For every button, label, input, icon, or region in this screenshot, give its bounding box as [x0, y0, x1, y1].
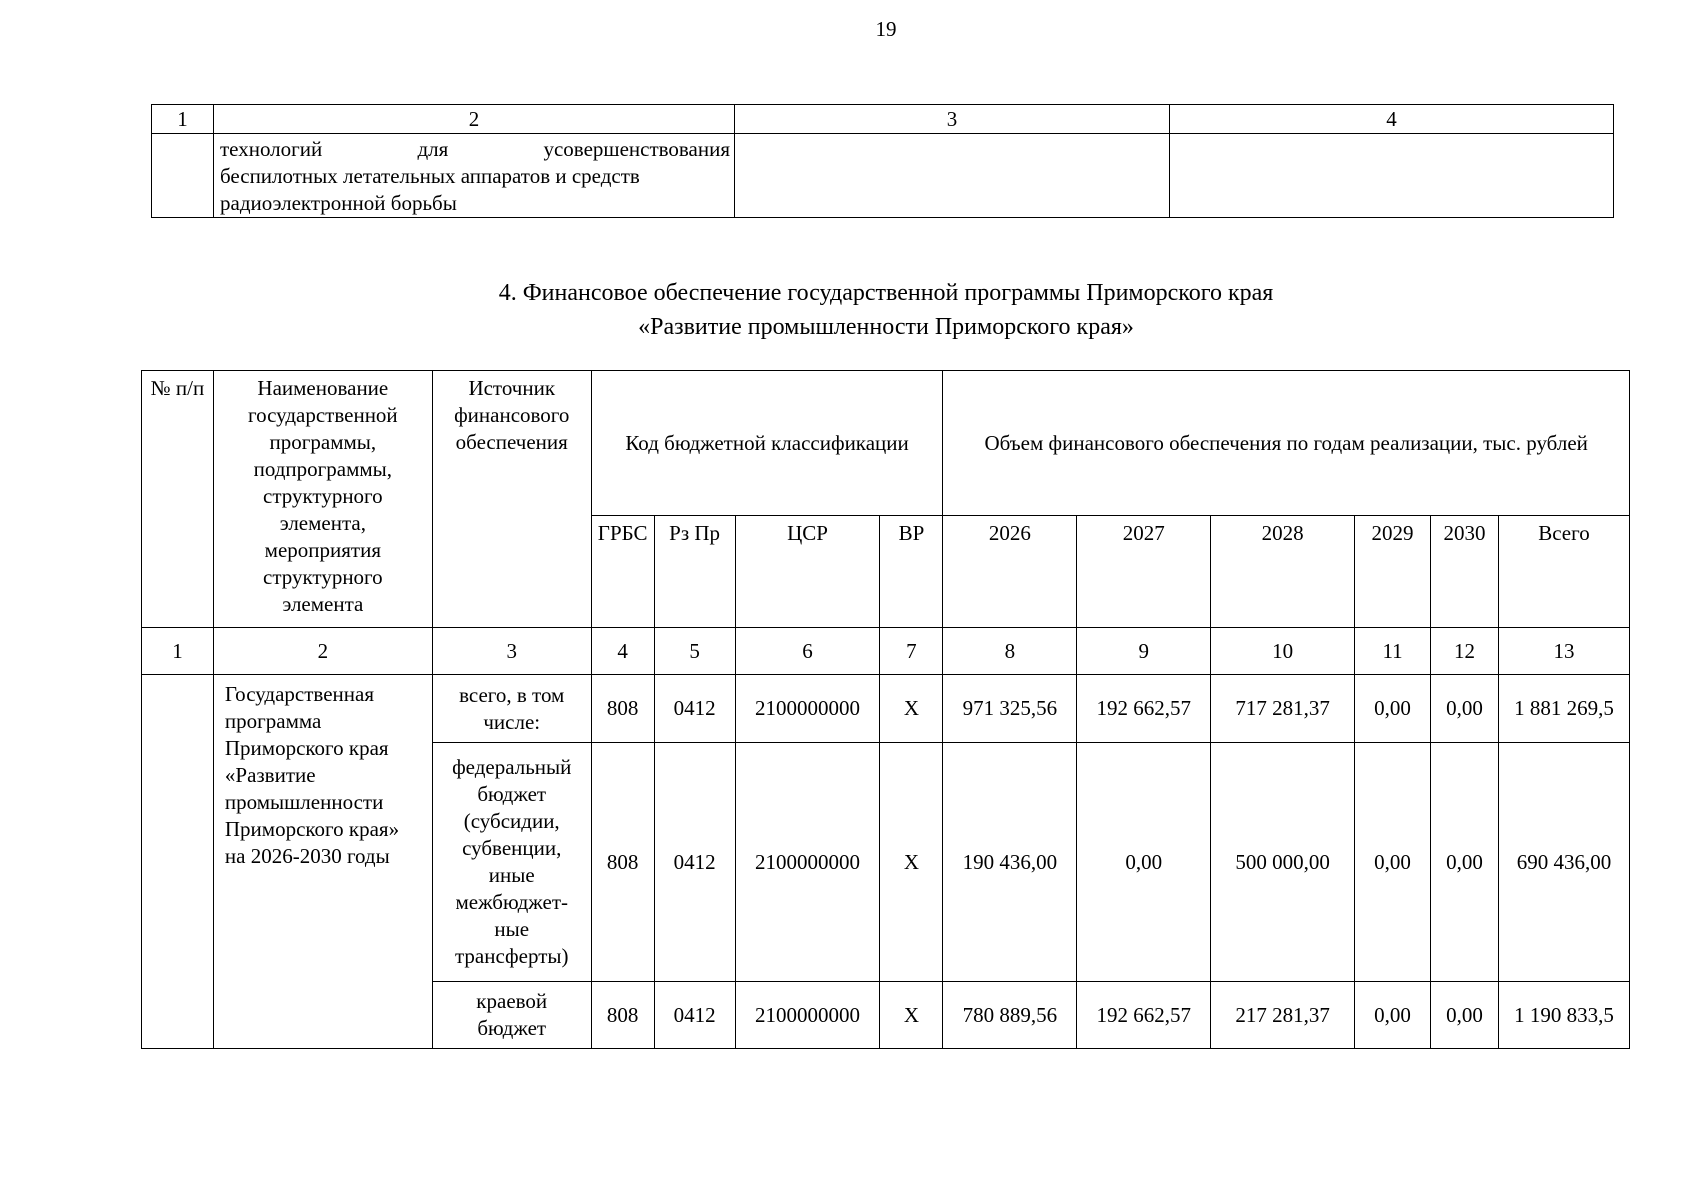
table-cell	[152, 134, 214, 218]
value-2028: 500 000,00	[1211, 743, 1355, 982]
header-cell: 1	[152, 105, 214, 134]
header-line: Источник	[468, 376, 556, 400]
grbs-cell: 808	[591, 675, 654, 743]
value-2027: 192 662,57	[1077, 675, 1211, 743]
source-line: субвенции,	[462, 836, 562, 860]
source-line: трансферты)	[454, 944, 569, 968]
source-line: всего, в том	[459, 682, 565, 707]
value-total: 690 436,00	[1498, 743, 1629, 982]
subheader-2029: 2029	[1355, 516, 1431, 628]
rzpr-cell: 0412	[654, 743, 735, 982]
section-title-line: «Развитие промышленности Приморского края»	[638, 314, 1134, 340]
column-number: 4	[591, 628, 654, 675]
program-name-line: Государственная	[224, 682, 375, 706]
column-number: 7	[880, 628, 943, 675]
grbs-cell: 808	[591, 743, 654, 982]
source-cell	[432, 743, 591, 982]
subheader-2026: 2026	[943, 516, 1077, 628]
column-number: 10	[1211, 628, 1355, 675]
column-number: 5	[654, 628, 735, 675]
financing-table	[141, 370, 1630, 1049]
source-line: числе:	[483, 709, 541, 734]
value-2029: 0,00	[1355, 675, 1431, 743]
column-number: 3	[432, 628, 591, 675]
source-line: ные	[494, 917, 530, 941]
header-cell: 3	[735, 105, 1170, 134]
header-cell: 4	[1170, 105, 1614, 134]
subheader-2027: 2027	[1077, 516, 1211, 628]
value-2030: 0,00	[1431, 675, 1499, 743]
source-line: бюджет	[477, 782, 547, 806]
column-number: 13	[1498, 628, 1629, 675]
header-budget-code: Код бюджетной классификации	[591, 371, 943, 516]
program-name	[213, 675, 432, 1049]
column-number: 11	[1355, 628, 1431, 675]
text-line	[220, 136, 730, 163]
source-line: (субсидии,	[463, 809, 560, 833]
subheader-total: Всего	[1498, 516, 1629, 628]
value-2029: 0,00	[1355, 982, 1431, 1049]
text-line: беспилотных летательных аппаратов и средств	[220, 164, 640, 188]
continuation-table	[151, 104, 1614, 218]
value-2026: 971 325,56	[943, 675, 1077, 743]
table-cell	[1170, 134, 1614, 218]
table-row	[152, 134, 1614, 218]
value-2027: 192 662,57	[1077, 982, 1211, 1049]
csr-cell: 2100000000	[735, 675, 880, 743]
text-word: технологий	[220, 137, 323, 161]
subheader-grbs: ГРБС	[591, 516, 654, 628]
rzpr-cell: 0412	[654, 675, 735, 743]
program-name-line: «Развитие	[224, 763, 316, 787]
table-header-row	[142, 371, 1630, 516]
header-line: государственной	[248, 403, 398, 427]
header-name	[213, 371, 432, 628]
program-name-line: Приморского края»	[224, 817, 400, 841]
value-2029: 0,00	[1355, 743, 1431, 982]
text-word: усовершенствования	[543, 137, 730, 161]
column-number: 6	[735, 628, 880, 675]
header-num: № п/п	[142, 371, 214, 628]
value-2028: 717 281,37	[1211, 675, 1355, 743]
header-line: обеспечения	[455, 430, 568, 454]
header-line: подпрограммы,	[253, 457, 393, 481]
row-number	[142, 675, 214, 1049]
header-line: структурного	[263, 484, 383, 508]
section-title	[0, 276, 1692, 344]
header-line: мероприятия	[264, 538, 381, 562]
header-line: Наименование	[257, 376, 389, 400]
value-2030: 0,00	[1431, 743, 1499, 982]
continuation-text	[214, 134, 734, 217]
source-line: иные	[488, 863, 535, 887]
value-2030: 0,00	[1431, 982, 1499, 1049]
value-2028: 217 281,37	[1211, 982, 1355, 1049]
source-line: федеральный	[452, 755, 572, 779]
csr-cell: 2100000000	[735, 743, 880, 982]
column-number: 8	[943, 628, 1077, 675]
value-2026: 780 889,56	[943, 982, 1077, 1049]
header-line: элемента,	[279, 511, 366, 535]
subheader-2028: 2028	[1211, 516, 1355, 628]
source-line: межбюджет-	[455, 890, 569, 914]
subheader-2030: 2030	[1431, 516, 1499, 628]
table-cell	[214, 134, 735, 218]
subheader-rzpr: Рз Пр	[654, 516, 735, 628]
grbs-cell: 808	[591, 982, 654, 1049]
column-number: 12	[1431, 628, 1499, 675]
text-line: радиоэлектронной борьбы	[220, 191, 457, 215]
program-name-line: промышленности	[224, 790, 384, 814]
header-line: программы,	[269, 430, 377, 454]
vr-cell: Х	[880, 743, 943, 982]
header-cell: 2	[214, 105, 735, 134]
value-total: 1 190 833,5	[1498, 982, 1629, 1049]
source-cell	[432, 982, 591, 1049]
column-number: 1	[142, 628, 214, 675]
column-number: 9	[1077, 628, 1211, 675]
rzpr-cell: 0412	[654, 982, 735, 1049]
csr-cell: 2100000000	[735, 982, 880, 1049]
header-volume: Объем финансового обеспечения по годам реализации, тыс. рублей	[943, 371, 1630, 516]
text-word: для	[417, 137, 449, 161]
column-number-row	[142, 628, 1630, 675]
vr-cell: Х	[880, 675, 943, 743]
table-header-row	[152, 105, 1614, 134]
section-title-line: 4. Финансовое обеспечение государственной программы Приморского края	[498, 280, 1274, 306]
program-name-line: Приморского края	[224, 736, 389, 760]
value-2027: 0,00	[1077, 743, 1211, 982]
vr-cell: Х	[880, 982, 943, 1049]
header-source	[432, 371, 591, 628]
value-2026: 190 436,00	[943, 743, 1077, 982]
header-line: структурного	[263, 565, 383, 589]
source-line: краевой	[476, 989, 548, 1013]
program-name-line: на 2026-2030 годы	[224, 844, 390, 868]
subheader-vr: ВР	[880, 516, 943, 628]
column-number: 2	[213, 628, 432, 675]
header-line: финансового	[454, 403, 570, 427]
page-number: 19	[875, 17, 897, 41]
value-total: 1 881 269,5	[1498, 675, 1629, 743]
subheader-csr: ЦСР	[735, 516, 880, 628]
table-row	[142, 675, 1630, 743]
source-line: бюджет	[477, 1016, 547, 1040]
program-name-line: программа	[224, 709, 322, 733]
source-cell	[432, 675, 591, 743]
header-line: элемента	[282, 592, 364, 616]
table-cell	[735, 134, 1170, 218]
